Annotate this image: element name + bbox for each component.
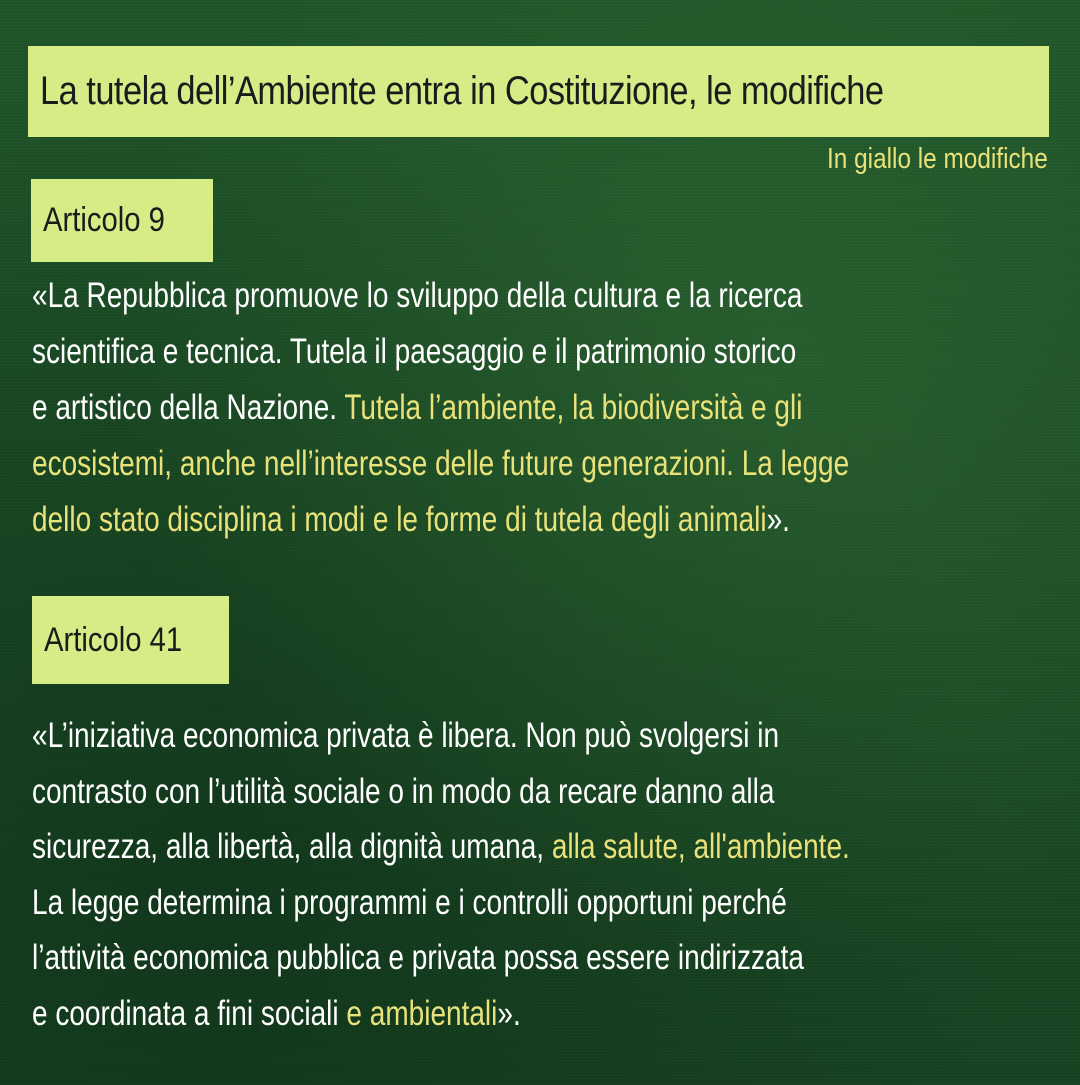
article-9-line-1-text: «La Repubblica promuove lo sviluppo della cultura e la ricerca (32, 276, 803, 315)
article-9-line-2 (32, 324, 849, 380)
article-41-line-4 (32, 875, 850, 931)
article-41-line-2 (32, 764, 850, 820)
article-9-line-3-highlight: Tutela l’ambiente, la biodiversità e gli (344, 388, 803, 427)
article-9-text (32, 268, 849, 548)
article-9-line-4 (32, 436, 849, 492)
article-41-line-5 (32, 930, 850, 986)
article-9-line-5-end: ». (766, 500, 790, 539)
article-41-label-text: Articolo 41 (44, 620, 183, 659)
article-41-line-6-highlight: e ambientali (346, 993, 498, 1033)
article-41-line-2-text: contrasto con l’utilità sociale o in modo da recare danno alla (32, 771, 775, 811)
article-41-line-6-text: e coordinata a fini sociali (32, 993, 347, 1033)
article-41-line-1-text: «L’iniziativa economica privata è libera. Non può svolgersi in (32, 716, 780, 755)
article-9-line-2-text: scientifica e tecnica. Tutela il paesaggio e il patrimonio storico (32, 332, 797, 371)
article-9-line-5 (32, 492, 849, 548)
article-41-text (32, 708, 850, 1041)
article-9-label-text: Articolo 9 (43, 201, 165, 239)
article-9-label (31, 179, 213, 262)
article-41-line-3-text: sicurezza, alla libertà, alla dignità umana, (32, 827, 552, 866)
article-9-line-3-text: e artistico della Nazione. (32, 388, 345, 427)
article-9-line-1 (32, 268, 849, 324)
article-41-line-3 (32, 819, 850, 875)
article-41-line-3-highlight: alla salute, all'ambiente. (551, 827, 850, 866)
article-41-line-1 (32, 708, 850, 764)
article-9-line-4-highlight: ecosistemi, anche nell’interesse delle future generazioni. La legge (32, 444, 850, 483)
page-title: La tutela dell’Ambiente entra in Costituzione, le modifiche (40, 69, 884, 113)
article-41-label (32, 596, 229, 684)
subtitle-note: In giallo le modifiche (827, 143, 1048, 175)
article-41-line-6-end: ». (497, 993, 521, 1033)
article-9-line-5-highlight: dello stato disciplina i modi e le forme di tutela degli animali (32, 500, 767, 539)
article-41-line-4-text: La legge determina i programmi e i controlli opportuni perché (32, 882, 787, 922)
title-banner (28, 46, 1049, 137)
article-9-line-3 (32, 380, 849, 436)
article-41-line-5-text: l’attività economica pubblica e privata possa essere indirizzata (32, 938, 804, 977)
article-41-line-6 (32, 986, 850, 1042)
